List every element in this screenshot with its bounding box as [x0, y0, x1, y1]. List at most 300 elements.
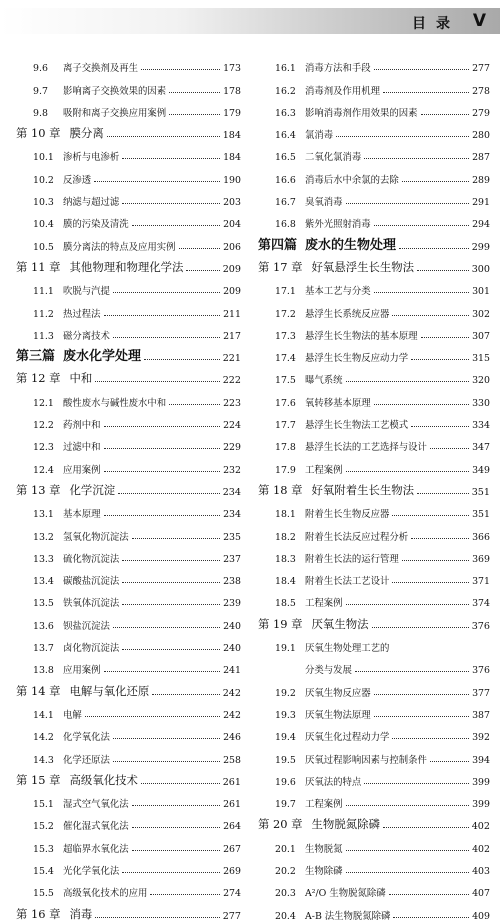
toc-section-number: 13.5	[33, 598, 54, 610]
toc-section-number: 15.2	[33, 821, 54, 833]
toc-chapter-page-number: 277	[222, 910, 241, 922]
toc-section-title: 附着生长法工艺设计	[305, 576, 390, 588]
dot-leader	[169, 114, 220, 115]
toc-section-entry	[258, 766, 490, 788]
toc-section-page-number: 204	[223, 219, 241, 231]
toc-chapter-number: 第 13 章	[16, 482, 61, 497]
toc-section-page-number: 190	[223, 174, 241, 186]
dot-leader	[107, 136, 220, 137]
toc-section-entry	[258, 899, 490, 921]
toc-chapter-page-number: 261	[222, 776, 241, 788]
toc-section-entry	[16, 721, 241, 743]
toc-chapter-title: 电解与氧化还原	[69, 683, 150, 698]
toc-section-number: 17.3	[275, 330, 296, 342]
dot-leader	[104, 515, 221, 516]
toc-section-entry	[258, 74, 490, 96]
toc-section-title: 生物除磷	[305, 865, 343, 877]
toc-section-title: 影响消毒剂作用效果的因素	[305, 107, 418, 119]
toc-section-entry	[258, 409, 490, 431]
toc-chapter-entry	[16, 899, 241, 921]
toc-section-entry	[258, 97, 490, 119]
toc-section-page-number: 217	[223, 330, 241, 342]
toc-section-title: 影响离子交换效果的因素	[63, 85, 167, 97]
toc-section-page-number: 279	[472, 107, 490, 119]
toc-chapter-number: 第 18 章	[258, 482, 303, 497]
toc-section-entry	[16, 163, 241, 185]
dot-leader	[411, 426, 469, 427]
toc-section-number: 17.2	[275, 308, 296, 320]
toc-section-page-number: 184	[223, 152, 241, 164]
toc-section-number: 18.4	[275, 576, 296, 588]
toc-section-number: 20.2	[275, 865, 296, 877]
toc-section-page-number: 277	[472, 63, 490, 75]
dot-leader	[346, 805, 470, 806]
toc-section-title: 离子交换剂及再生	[63, 63, 139, 75]
toc-section-entry	[16, 52, 241, 74]
toc-section-number: 18.5	[275, 598, 296, 610]
toc-section-number: 13.3	[33, 553, 54, 565]
toc-section-page-number: 320	[472, 375, 490, 387]
toc-section-page-number: 289	[472, 174, 490, 186]
toc-section-number: 16.6	[275, 174, 296, 186]
toc-chapter-page-number: 300	[471, 263, 490, 275]
toc-section-entry	[258, 386, 490, 408]
toc-section-entry	[16, 74, 241, 96]
toc-section-page-number: 409	[472, 910, 490, 922]
toc-section-page-number: 349	[472, 464, 490, 476]
dot-leader	[399, 248, 469, 249]
toc-section-number: 10.5	[33, 241, 54, 253]
toc-section-title: 消毒剂及作用机理	[305, 85, 381, 97]
dot-leader	[374, 292, 469, 293]
dot-leader	[392, 515, 469, 516]
dot-leader	[389, 894, 469, 895]
dot-leader	[374, 694, 469, 695]
toc-section-page-number: 402	[472, 843, 490, 855]
dot-leader	[392, 315, 469, 316]
toc-section-number: 11.2	[33, 308, 54, 320]
toc-section-page-number: 269	[223, 865, 241, 877]
toc-section-entry	[16, 275, 241, 297]
toc-chapter-entry	[258, 253, 490, 275]
toc-section-entry	[258, 855, 490, 877]
toc-section-entry	[16, 609, 241, 631]
toc-section-entry	[258, 632, 490, 654]
toc-section-page-number: 261	[223, 799, 241, 811]
dot-leader	[122, 582, 220, 583]
toc-chapter-page-number: 234	[222, 486, 241, 498]
toc-section-number: 16.5	[275, 152, 296, 164]
toc-section-title: A-B 法生物脱氮除磷	[305, 910, 391, 922]
toc-chapter-number: 第 10 章	[16, 126, 61, 141]
toc-section-entry	[258, 565, 490, 587]
toc-part-page-number: 299	[471, 241, 490, 253]
toc-section-entry	[16, 230, 241, 252]
toc-chapter-entry	[16, 476, 241, 498]
dot-leader	[346, 604, 470, 605]
dot-leader	[346, 381, 470, 382]
toc-section-page-number: 242	[223, 709, 241, 721]
toc-section-number: 19.4	[275, 732, 296, 744]
toc-chapter-title: 好氧附着生长生物法	[311, 482, 415, 497]
toc-chapter-page-number: 376	[471, 620, 490, 632]
toc-section-page-number: 315	[472, 353, 490, 365]
toc-section-page-number: 294	[472, 219, 490, 231]
toc-section-number: 17.9	[275, 464, 296, 476]
toc-chapter-page-number: 351	[471, 486, 490, 498]
dot-leader	[336, 136, 469, 137]
dot-leader	[392, 582, 469, 583]
toc-chapter-entry	[16, 766, 241, 788]
toc-chapter-number: 第 19 章	[258, 616, 303, 631]
toc-section-title: 氢氧化物沉淀法	[63, 531, 129, 543]
toc-section-number: 16.2	[275, 85, 296, 97]
toc-section-page-number: 371	[472, 576, 490, 588]
toc-section-number: 20.3	[275, 888, 296, 900]
toc-section-entry	[258, 587, 490, 609]
toc-section-title: 化学还原法	[63, 754, 110, 766]
toc-section-page-number: 206	[223, 241, 241, 253]
toc-chapter-number: 第 16 章	[16, 906, 61, 921]
toc-section-number: 13.1	[33, 509, 54, 521]
toc-section-entry	[258, 543, 490, 565]
toc-section-number: 20.4	[275, 910, 296, 922]
toc-section-number: 17.5	[275, 375, 296, 387]
toc-section-page-number: 302	[472, 308, 490, 320]
toc-section-page-number: 330	[472, 397, 490, 409]
dot-leader	[118, 493, 220, 494]
dot-leader	[411, 538, 469, 539]
toc-section-entry	[16, 520, 241, 542]
toc-chapter-page-number: 184	[222, 130, 241, 142]
toc-section-title: 铁氧体沉淀法	[63, 598, 120, 610]
toc-section-title: 二氧化氯消毒	[305, 152, 362, 164]
dot-leader	[141, 69, 220, 70]
dot-leader	[104, 671, 221, 672]
dot-leader	[144, 359, 220, 360]
toc-section-title: 悬浮生长法的工艺选择与设计	[305, 442, 427, 454]
dot-leader	[113, 738, 220, 739]
toc-section-entry	[258, 721, 490, 743]
toc-chapter-number: 第 17 章	[258, 259, 303, 274]
toc-left-column	[16, 52, 241, 922]
dot-leader	[104, 315, 221, 316]
toc-section-title: 湿式空气氧化法	[63, 799, 129, 811]
dot-leader	[169, 92, 220, 93]
toc-section-entry	[258, 788, 490, 810]
toc-section-number: 18.3	[275, 553, 296, 565]
dot-leader	[150, 894, 220, 895]
toc-section-entry	[258, 342, 490, 364]
header-page-number: V	[472, 11, 486, 31]
toc-section-number: 11.1	[33, 286, 54, 298]
toc-section-number: 9.7	[33, 85, 48, 97]
toc-section-title: 渗析与电渗析	[63, 152, 120, 164]
toc-section-entry	[16, 431, 241, 453]
toc-section-number: 19.7	[275, 799, 296, 811]
toc-section-number: 12.4	[33, 464, 54, 476]
dot-leader	[421, 337, 470, 338]
toc-section-page-number: 351	[472, 509, 490, 521]
dot-leader	[122, 604, 220, 605]
toc-section-page-number: 203	[223, 197, 241, 209]
toc-chapter-page-number: 209	[222, 263, 241, 275]
toc-section-number: 9.8	[33, 107, 48, 119]
toc-section-number: 20.1	[275, 843, 296, 855]
toc-section-page-number: 232	[223, 464, 241, 476]
toc-section-page-number: 240	[223, 620, 241, 632]
dot-leader	[113, 627, 220, 628]
dot-leader	[346, 203, 470, 204]
toc-section-page-number: 223	[223, 397, 241, 409]
toc-section-entry	[16, 453, 241, 475]
toc-chapter-entry	[16, 364, 241, 386]
toc-section-number: 17.7	[275, 420, 296, 432]
toc-section-page-number: 237	[223, 553, 241, 565]
toc-section-page-number: 334	[472, 420, 490, 432]
toc-section-entry	[16, 855, 241, 877]
dot-leader	[372, 627, 469, 628]
toc-section-entry	[16, 832, 241, 854]
toc-section-number: 12.2	[33, 420, 54, 432]
toc-section-title: 钡盐沉淀法	[63, 620, 110, 632]
dot-leader	[393, 917, 469, 918]
toc-section-number: 14.3	[33, 754, 54, 766]
toc-section-page-number: 280	[472, 130, 490, 142]
dot-leader	[94, 181, 220, 182]
toc-section-page-number: 235	[223, 531, 241, 543]
toc-chapter-page-number: 242	[222, 687, 241, 699]
dot-leader	[95, 381, 219, 382]
toc-section-number: 14.1	[33, 709, 54, 721]
toc-section-entry	[258, 186, 490, 208]
dot-leader	[122, 872, 220, 873]
toc-section-page-number: 347	[472, 442, 490, 454]
toc-section-number: 17.8	[275, 442, 296, 454]
dot-leader	[122, 158, 220, 159]
dot-leader	[417, 493, 469, 494]
toc-section-number: 15.4	[33, 865, 54, 877]
page-header	[0, 0, 500, 34]
toc-section-number: 13.7	[33, 643, 54, 655]
toc-section-page-number: 246	[223, 732, 241, 744]
toc-section-page-number: 229	[223, 442, 241, 454]
toc-section-entry	[258, 832, 490, 854]
toc-section-page-number: 211	[223, 308, 241, 320]
toc-chapter-title: 化学沉淀	[69, 482, 116, 497]
toc-section-title: 紫外光照射消毒	[305, 219, 371, 231]
toc-section-number: 12.1	[33, 397, 54, 409]
toc-section-entry	[16, 386, 241, 408]
toc-section-entry	[258, 498, 490, 520]
toc-section-entry	[258, 431, 490, 453]
dot-leader	[122, 649, 220, 650]
dot-leader	[85, 716, 220, 717]
toc-section-number: 10.3	[33, 197, 54, 209]
toc-section-title: 硫化物沉淀法	[63, 553, 120, 565]
dot-leader	[346, 471, 470, 472]
dot-leader	[152, 694, 219, 695]
toc-section-title: 悬浮生长系统反应器	[305, 308, 390, 320]
toc-chapter-title: 中和	[69, 371, 93, 386]
toc-chapter-title: 膜分离	[69, 126, 104, 141]
toc-section-page-number: 209	[223, 286, 241, 298]
toc-section-page-number: 239	[223, 598, 241, 610]
toc-section-page-number: 274	[223, 888, 241, 900]
toc-section-page-number: 267	[223, 843, 241, 855]
toc-part-number: 第四篇	[258, 237, 298, 253]
dot-leader	[186, 270, 219, 271]
toc-section-number: 13.4	[33, 576, 54, 588]
toc-section-number: 16.4	[275, 130, 296, 142]
toc-section-title: 附着生长生物反应器	[305, 509, 390, 521]
toc-section-entry	[16, 97, 241, 119]
toc-chapter-number: 第 11 章	[16, 259, 61, 274]
toc-section-title: 氯消毒	[305, 130, 334, 142]
toc-section-title: 卤化物沉淀法	[63, 643, 120, 655]
toc-section-title: 悬浮生长生物法的基本原理	[305, 330, 418, 342]
dot-leader	[104, 471, 221, 472]
toc-section-number: 10.4	[33, 219, 54, 231]
toc-chapter-title: 好氧悬浮生长生物法	[311, 259, 415, 274]
toc-section-page-number: 258	[223, 754, 241, 766]
toc-section-title: 厌氧生物反应器	[305, 687, 371, 699]
toc-section-title: 厌氧生物法原理	[305, 709, 371, 721]
toc-section-entry	[258, 163, 490, 185]
toc-section-entry	[258, 208, 490, 230]
dot-leader	[364, 783, 469, 784]
dot-leader	[132, 827, 220, 828]
toc-section-number: 15.1	[33, 799, 54, 811]
toc-section-title: 吸附和离子交换应用案例	[63, 107, 167, 119]
toc-section-title: 酸性废水与碱性废水中和	[63, 397, 167, 409]
toc-section-title: 厌氧生物处理工艺的	[305, 643, 390, 655]
toc-section-number: 13.6	[33, 620, 54, 632]
dot-leader	[383, 92, 469, 93]
toc-part-page-number: 221	[222, 353, 241, 365]
toc-section-entry	[16, 320, 241, 342]
toc-section-title: 氧转移基本原理	[305, 397, 371, 409]
dot-leader	[132, 225, 220, 226]
toc-section-number: 10.1	[33, 152, 54, 164]
toc-section-title: 磁分离技术	[63, 330, 110, 342]
toc-section-entry	[16, 543, 241, 565]
toc-chapter-entry	[16, 676, 241, 698]
toc-section-page-number: 179	[223, 107, 241, 119]
toc-section-number: 19.1	[275, 643, 296, 655]
toc-section-title: 光化学氧化法	[63, 865, 120, 877]
toc-section-title: 反渗透	[63, 174, 92, 186]
dot-leader	[364, 158, 469, 159]
toc-section-number: 14.2	[33, 732, 54, 744]
toc-section-number: 18.2	[275, 531, 296, 543]
toc-section-page-number: 407	[472, 888, 490, 900]
toc-section-page-number: 399	[472, 776, 490, 788]
toc-section-title: 催化湿式氧化法	[63, 821, 129, 833]
toc-section-page-number: 403	[472, 865, 490, 877]
toc-section-page-number: 392	[472, 732, 490, 744]
toc-section-number: 19.2	[275, 687, 296, 699]
toc-section-page-number: 366	[472, 531, 490, 543]
dot-leader	[132, 850, 220, 851]
toc-section-title: 消毒后水中余氯的去除	[305, 174, 399, 186]
dot-leader	[374, 404, 469, 405]
toc-section-entry	[258, 364, 490, 386]
dot-leader	[430, 761, 469, 762]
toc-section-entry	[16, 409, 241, 431]
toc-section-number: 17.1	[275, 286, 296, 298]
toc-section-entry	[16, 877, 241, 899]
toc-section-title: 厌氧过程影响因素与控制条件	[305, 754, 427, 766]
toc-chapter-page-number: 402	[471, 821, 490, 833]
toc-section-title: 热过程法	[63, 308, 101, 320]
toc-section-title: 碳酸盐沉淀法	[63, 576, 120, 588]
toc-section-number: 11.3	[33, 330, 54, 342]
toc-section-entry	[16, 654, 241, 676]
toc-chapter-entry	[258, 810, 490, 832]
toc-section-page-number: 287	[472, 152, 490, 164]
toc-section-entry	[258, 52, 490, 74]
toc-section-entry	[258, 654, 490, 676]
toc-chapter-page-number: 222	[222, 375, 241, 387]
toc-section-number: 16.3	[275, 107, 296, 119]
toc-section-title: 曝气系统	[305, 375, 343, 387]
toc-section-number: 17.4	[275, 353, 296, 365]
toc-part-number: 第三篇	[16, 349, 56, 365]
toc-chapter-entry	[16, 253, 241, 275]
dot-leader	[411, 359, 469, 360]
dot-leader	[392, 738, 469, 739]
toc-section-entry	[258, 520, 490, 542]
dot-leader	[421, 114, 470, 115]
toc-section-entry	[258, 676, 490, 698]
toc-section-page-number: 240	[223, 643, 241, 655]
toc-section-entry	[258, 699, 490, 721]
toc-section-title: 附着生长法的运行管理	[305, 553, 399, 565]
toc-section-entry	[16, 498, 241, 520]
toc-chapter-title: 其他物理和物理化学法	[69, 259, 184, 274]
toc-section-entry	[258, 877, 490, 899]
toc-section-title: 悬浮生长生物法工艺模式	[305, 420, 409, 432]
toc-chapter-entry	[258, 609, 490, 631]
dot-leader	[113, 337, 220, 338]
toc-section-page-number: 399	[472, 799, 490, 811]
dot-leader	[355, 671, 469, 672]
toc-section-number: 13.8	[33, 665, 54, 677]
toc-section-title: 工程案例	[305, 799, 343, 811]
toc-chapter-title: 消毒	[69, 906, 93, 921]
toc-section-title: 应用案例	[63, 665, 101, 677]
toc-section-title: 工程案例	[305, 598, 343, 610]
toc-section-number: 17.6	[275, 397, 296, 409]
dot-leader	[122, 203, 220, 204]
dot-leader	[402, 181, 469, 182]
dot-leader	[374, 69, 469, 70]
toc-part-entry	[16, 342, 241, 364]
toc-section-title: 生物脱氮	[305, 843, 343, 855]
toc-section-entry	[16, 208, 241, 230]
toc-section-title: 膜的污染及清洗	[63, 219, 129, 231]
toc-section-page-number: 307	[472, 330, 490, 342]
toc-section-title: 超临界水氧化法	[63, 843, 129, 855]
dot-leader	[383, 827, 469, 828]
toc-section-title: 药剂中和	[63, 420, 101, 432]
dot-leader	[417, 270, 469, 271]
toc-section-number: 19.6	[275, 776, 296, 788]
dot-leader	[346, 872, 470, 873]
dot-leader	[374, 225, 469, 226]
toc-section-entry	[16, 186, 241, 208]
